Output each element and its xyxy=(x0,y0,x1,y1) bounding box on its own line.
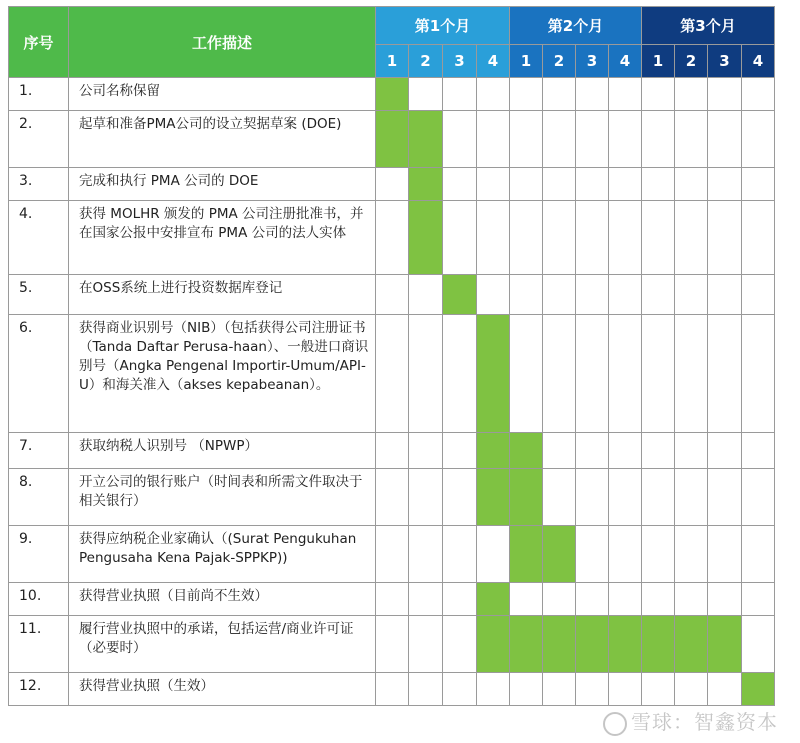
task-row xyxy=(9,275,775,315)
gantt-empty-cell xyxy=(510,201,543,275)
header-row-months xyxy=(9,7,775,45)
gantt-empty-cell xyxy=(443,78,477,111)
gantt-empty-cell xyxy=(609,433,642,469)
gantt-bar-cell xyxy=(409,111,443,168)
gantt-empty-cell xyxy=(742,315,775,433)
week-m3-1: 1 xyxy=(642,45,675,78)
gantt-empty-cell xyxy=(376,526,409,583)
gantt-empty-cell xyxy=(409,673,443,706)
gantt-empty-cell xyxy=(443,201,477,275)
task-row xyxy=(9,616,775,673)
gantt-empty-cell xyxy=(477,275,510,315)
gantt-empty-cell xyxy=(477,673,510,706)
week-m1-1: 1 xyxy=(376,45,409,78)
week-m2-2: 2 xyxy=(543,45,576,78)
task-number: 1. xyxy=(9,78,69,111)
gantt-empty-cell xyxy=(510,583,543,616)
task-row xyxy=(9,201,775,275)
task-description: 完成和执行 PMA 公司的 DOE xyxy=(69,168,376,201)
gantt-empty-cell xyxy=(543,315,576,433)
task-number: 5. xyxy=(9,275,69,315)
task-row xyxy=(9,168,775,201)
gantt-empty-cell xyxy=(675,111,708,168)
gantt-bar-cell xyxy=(510,616,543,673)
gantt-empty-cell xyxy=(510,111,543,168)
gantt-empty-cell xyxy=(543,433,576,469)
gantt-empty-cell xyxy=(675,201,708,275)
task-number: 6. xyxy=(9,315,69,433)
gantt-empty-cell xyxy=(477,201,510,275)
header-month-3: 第3个月 xyxy=(642,7,775,45)
week-m2-4: 4 xyxy=(609,45,642,78)
week-m3-4: 4 xyxy=(742,45,775,78)
gantt-bar-cell xyxy=(609,616,642,673)
snowball-logo-icon xyxy=(603,712,627,736)
gantt-empty-cell xyxy=(675,275,708,315)
gantt-empty-cell xyxy=(576,526,609,583)
task-row xyxy=(9,673,775,706)
gantt-empty-cell xyxy=(708,583,742,616)
gantt-empty-cell xyxy=(376,469,409,526)
week-m2-1: 1 xyxy=(510,45,543,78)
gantt-bar-cell xyxy=(510,433,543,469)
gantt-bar-cell xyxy=(376,78,409,111)
gantt-empty-cell xyxy=(576,433,609,469)
gantt-table xyxy=(8,6,775,706)
gantt-empty-cell xyxy=(376,275,409,315)
gantt-empty-cell xyxy=(376,583,409,616)
gantt-empty-cell xyxy=(576,315,609,433)
gantt-empty-cell xyxy=(675,469,708,526)
gantt-empty-cell xyxy=(477,168,510,201)
task-number: 10. xyxy=(9,583,69,616)
gantt-empty-cell xyxy=(409,526,443,583)
gantt-empty-cell xyxy=(409,469,443,526)
gantt-empty-cell xyxy=(477,526,510,583)
gantt-empty-cell xyxy=(742,275,775,315)
header-desc: 工作描述 xyxy=(69,7,376,78)
gantt-empty-cell xyxy=(443,111,477,168)
gantt-empty-cell xyxy=(642,201,675,275)
gantt-empty-cell xyxy=(376,168,409,201)
task-description: 履行营业执照中的承诺，包括运营/商业许可证（必要时） xyxy=(69,616,376,673)
gantt-empty-cell xyxy=(642,168,675,201)
gantt-bar-cell xyxy=(510,526,543,583)
gantt-empty-cell xyxy=(576,78,609,111)
gantt-bar-cell xyxy=(642,616,675,673)
gantt-empty-cell xyxy=(443,583,477,616)
gantt-bar-cell xyxy=(409,201,443,275)
gantt-empty-cell xyxy=(609,168,642,201)
gantt-bar-cell xyxy=(742,673,775,706)
gantt-empty-cell xyxy=(642,469,675,526)
gantt-empty-cell xyxy=(675,526,708,583)
gantt-empty-cell xyxy=(543,673,576,706)
week-m2-3: 3 xyxy=(576,45,609,78)
gantt-empty-cell xyxy=(409,78,443,111)
gantt-empty-cell xyxy=(675,168,708,201)
gantt-empty-cell xyxy=(742,111,775,168)
gantt-empty-cell xyxy=(576,275,609,315)
gantt-empty-cell xyxy=(708,201,742,275)
gantt-empty-cell xyxy=(409,583,443,616)
gantt-empty-cell xyxy=(609,673,642,706)
task-number: 8. xyxy=(9,469,69,526)
gantt-bar-cell xyxy=(675,616,708,673)
task-number: 4. xyxy=(9,201,69,275)
task-row xyxy=(9,583,775,616)
task-row xyxy=(9,433,775,469)
gantt-bar-cell xyxy=(543,526,576,583)
gantt-empty-cell xyxy=(510,168,543,201)
gantt-empty-cell xyxy=(675,433,708,469)
gantt-empty-cell xyxy=(642,673,675,706)
gantt-empty-cell xyxy=(543,168,576,201)
task-description: 公司名称保留 xyxy=(69,78,376,111)
gantt-empty-cell xyxy=(742,526,775,583)
gantt-empty-cell xyxy=(510,78,543,111)
gantt-bar-cell xyxy=(443,275,477,315)
task-number: 3. xyxy=(9,168,69,201)
task-description: 获得 MOLHR 颁发的 PMA 公司注册批准书，并在国家公报中安排宣布 PMA 公司的法人实体 xyxy=(69,201,376,275)
gantt-empty-cell xyxy=(477,111,510,168)
watermark xyxy=(603,706,778,736)
gantt-empty-cell xyxy=(576,201,609,275)
gantt-empty-cell xyxy=(543,583,576,616)
gantt-empty-cell xyxy=(609,469,642,526)
task-number: 12. xyxy=(9,673,69,706)
gantt-empty-cell xyxy=(443,433,477,469)
gantt-bar-cell xyxy=(543,616,576,673)
week-m1-2: 2 xyxy=(409,45,443,78)
task-number: 9. xyxy=(9,526,69,583)
gantt-empty-cell xyxy=(376,315,409,433)
gantt-bar-cell xyxy=(477,583,510,616)
gantt-empty-cell xyxy=(642,526,675,583)
gantt-empty-cell xyxy=(409,275,443,315)
gantt-empty-cell xyxy=(609,583,642,616)
gantt-empty-cell xyxy=(409,315,443,433)
task-number: 11. xyxy=(9,616,69,673)
gantt-empty-cell xyxy=(576,469,609,526)
gantt-empty-cell xyxy=(576,168,609,201)
gantt-empty-cell xyxy=(609,111,642,168)
task-description: 在OSS系统上进行投资数据库登记 xyxy=(69,275,376,315)
gantt-empty-cell xyxy=(675,673,708,706)
gantt-empty-cell xyxy=(742,201,775,275)
gantt-empty-cell xyxy=(708,315,742,433)
gantt-bar-cell xyxy=(409,168,443,201)
gantt-empty-cell xyxy=(742,616,775,673)
gantt-empty-cell xyxy=(742,168,775,201)
task-description: 起草和准备PMA公司的设立契据草案 (DOE) xyxy=(69,111,376,168)
task-number: 2. xyxy=(9,111,69,168)
gantt-empty-cell xyxy=(576,111,609,168)
gantt-empty-cell xyxy=(742,433,775,469)
gantt-bar-cell xyxy=(376,111,409,168)
gantt-bar-cell xyxy=(477,616,510,673)
gantt-empty-cell xyxy=(543,469,576,526)
gantt-empty-cell xyxy=(708,433,742,469)
task-description: 开立公司的银行账户（时间表和所需文件取决于相关银行） xyxy=(69,469,376,526)
gantt-empty-cell xyxy=(742,78,775,111)
gantt-bar-cell xyxy=(510,469,543,526)
gantt-empty-cell xyxy=(376,201,409,275)
gantt-bar-cell xyxy=(477,433,510,469)
gantt-empty-cell xyxy=(675,315,708,433)
gantt-empty-cell xyxy=(742,469,775,526)
gantt-empty-cell xyxy=(510,673,543,706)
task-description: 获得营业执照（目前尚不生效） xyxy=(69,583,376,616)
gantt-empty-cell xyxy=(409,433,443,469)
gantt-empty-cell xyxy=(376,616,409,673)
gantt-bar-cell xyxy=(576,616,609,673)
gantt-empty-cell xyxy=(642,583,675,616)
week-m1-4: 4 xyxy=(477,45,510,78)
task-row xyxy=(9,315,775,433)
gantt-empty-cell xyxy=(510,275,543,315)
task-row xyxy=(9,111,775,168)
task-row xyxy=(9,469,775,526)
gantt-empty-cell xyxy=(543,201,576,275)
gantt-empty-cell xyxy=(642,275,675,315)
header-seq: 序号 xyxy=(9,7,69,78)
gantt-bar-cell xyxy=(477,315,510,433)
gantt-empty-cell xyxy=(576,583,609,616)
gantt-empty-cell xyxy=(708,526,742,583)
task-description: 获得商业识别号（NIB）（包括获得公司注册证书（Tanda Daftar Perusa-haan）、一般进口商识别号（Angka Pengenal Importir-Umum/API-U）和海关准入（akses kepabeanan）。 xyxy=(69,315,376,433)
gantt-empty-cell xyxy=(510,315,543,433)
gantt-empty-cell xyxy=(376,433,409,469)
gantt-empty-cell xyxy=(443,673,477,706)
watermark-text: 雪球：智鑫资本 xyxy=(631,710,778,734)
week-m3-3: 3 xyxy=(708,45,742,78)
gantt-body xyxy=(9,78,775,706)
week-m1-3: 3 xyxy=(443,45,477,78)
gantt-empty-cell xyxy=(675,583,708,616)
gantt-empty-cell xyxy=(376,673,409,706)
gantt-empty-cell xyxy=(642,433,675,469)
task-row xyxy=(9,78,775,111)
gantt-empty-cell xyxy=(443,616,477,673)
gantt-empty-cell xyxy=(708,673,742,706)
header-month-1: 第1个月 xyxy=(376,7,510,45)
gantt-empty-cell xyxy=(609,201,642,275)
gantt-empty-cell xyxy=(742,583,775,616)
header-month-2: 第2个月 xyxy=(510,7,642,45)
gantt-empty-cell xyxy=(642,315,675,433)
gantt-empty-cell xyxy=(609,315,642,433)
gantt-empty-cell xyxy=(708,469,742,526)
gantt-empty-cell xyxy=(443,315,477,433)
gantt-empty-cell xyxy=(443,526,477,583)
gantt-bar-cell xyxy=(708,616,742,673)
gantt-empty-cell xyxy=(708,78,742,111)
gantt-empty-cell xyxy=(708,111,742,168)
gantt-empty-cell xyxy=(443,168,477,201)
task-description: 获得应纳税企业家确认（(Surat Pengukuhan Pengusaha Kena Pajak-SPPKP)) xyxy=(69,526,376,583)
gantt-empty-cell xyxy=(477,78,510,111)
gantt-empty-cell xyxy=(642,111,675,168)
gantt-empty-cell xyxy=(708,168,742,201)
gantt-empty-cell xyxy=(708,275,742,315)
gantt-empty-cell xyxy=(675,78,708,111)
gantt-empty-cell xyxy=(409,616,443,673)
gantt-empty-cell xyxy=(576,673,609,706)
week-m3-2: 2 xyxy=(675,45,708,78)
task-description: 获取纳税人识别号 （NPWP） xyxy=(69,433,376,469)
gantt-empty-cell xyxy=(609,526,642,583)
task-description: 获得营业执照（生效） xyxy=(69,673,376,706)
gantt-empty-cell xyxy=(543,111,576,168)
gantt-empty-cell xyxy=(543,275,576,315)
gantt-empty-cell xyxy=(543,78,576,111)
task-number: 7. xyxy=(9,433,69,469)
gantt-empty-cell xyxy=(443,469,477,526)
gantt-bar-cell xyxy=(477,469,510,526)
gantt-empty-cell xyxy=(609,275,642,315)
gantt-empty-cell xyxy=(642,78,675,111)
task-row xyxy=(9,526,775,583)
gantt-empty-cell xyxy=(609,78,642,111)
